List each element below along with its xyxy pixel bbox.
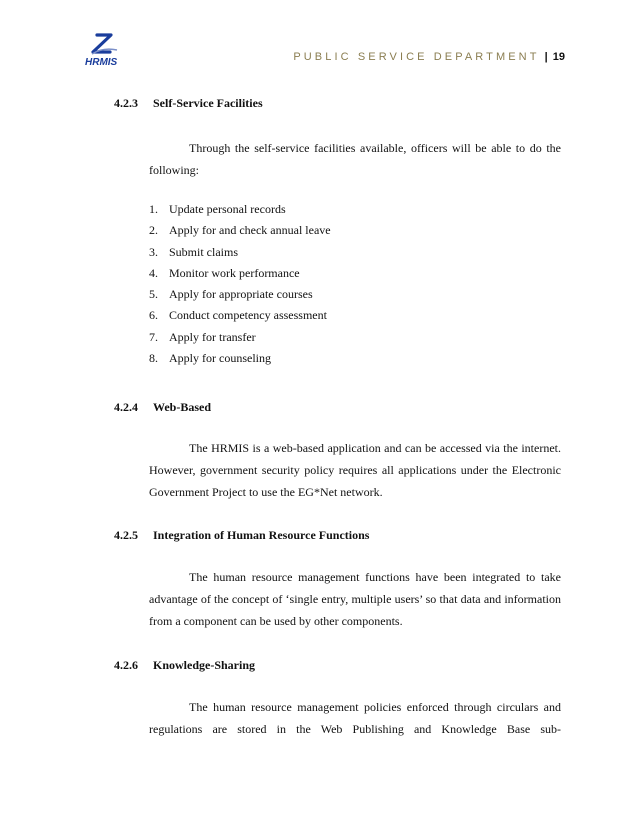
section-paragraph-4-2-3: Through the self-service facilities available, officers will be able to do the following:: [149, 141, 561, 177]
self-service-list: [149, 202, 331, 372]
list-item: 6. Conduct competency assessment: [149, 308, 327, 323]
section-heading-4-2-4: [114, 400, 211, 414]
list-item: 1. Update personal records: [149, 202, 286, 216]
section-paragraph-4-2-6: The human resource management policies enforced through circulars and regulations are stored in the Web Publishing and Knowledge Base sub-: [149, 700, 561, 736]
section-title: Knowledge-Sharing: [153, 658, 256, 672]
section-paragraph-4-2-4: The HRMIS is a web-based application and can be accessed via the internet. However, government security policy requires all applications under the Electronic Government Project to use the EG*Net network.: [149, 441, 561, 499]
section-title: Integration of Human Resource Functions: [153, 528, 370, 542]
list-item: 4. Monitor work performance: [149, 265, 300, 280]
page-header: [293, 50, 565, 64]
section-number: 4.2.3: [114, 96, 138, 110]
list-item: 5. Apply for appropriate courses: [149, 287, 313, 302]
hrmis-logo: [83, 32, 127, 68]
svg-text:HRMIS: HRMIS: [85, 57, 118, 68]
section-number: 4.2.4: [114, 400, 138, 414]
list-item: 2. Apply for and check annual leave: [149, 223, 331, 238]
list-item: 8. Apply for counseling: [149, 351, 271, 366]
list-item: 3. Submit claims: [149, 244, 238, 259]
section-heading-4-2-5: [114, 528, 369, 542]
list-item: 7. Apply for transfer: [149, 329, 256, 344]
section-number: 4.2.6: [114, 658, 138, 672]
section-paragraph-4-2-5: The human resource management functions have been integrated to take advantage of the concept of ‘single entry, multiple users’ so that data and information from a component can be used by other components.: [149, 570, 561, 628]
section-heading-4-2-3: [114, 96, 263, 110]
header-separator: |: [544, 51, 548, 63]
section-title: Self-Service Facilities: [153, 96, 263, 110]
section-title: Web-Based: [153, 400, 212, 414]
department-label: PUBLIC SERVICE DEPARTMENT: [293, 51, 540, 63]
page-number: 19: [552, 51, 565, 63]
section-heading-4-2-6: [114, 658, 255, 672]
section-number: 4.2.5: [114, 528, 138, 542]
